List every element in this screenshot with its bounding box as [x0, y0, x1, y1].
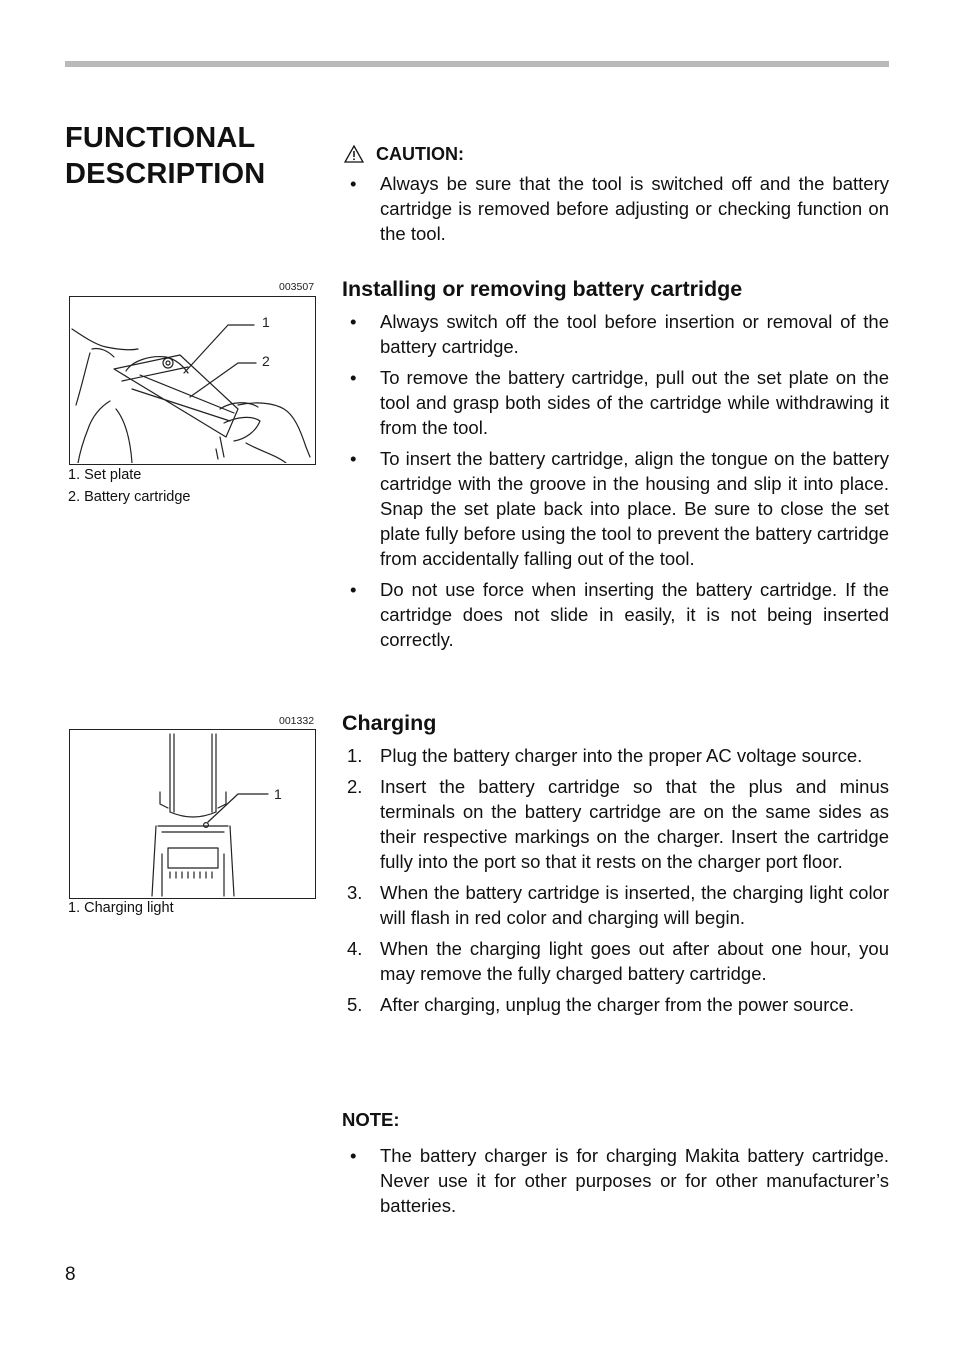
step-text: After charging, unplug the charger from the power source. [380, 994, 855, 1015]
list-item-text: Do not use force when inserting the battery cartridge. If the cartridge does not slide in easily, it is not being inserted correctly. [380, 579, 889, 650]
list-item [342, 309, 889, 359]
step-number: 1. [347, 745, 363, 766]
step-text: Plug the battery charger into the proper AC voltage source. [380, 745, 863, 766]
section-title-line: DESCRIPTION [65, 158, 266, 190]
step-number: 5. [347, 994, 363, 1015]
step-text: When the battery cartridge is inserted, the charging light color will flash in red color and charging will begin. [380, 882, 889, 928]
step-text: Insert the battery cartridge so that the plus and minus terminals on the battery cartridge are on the same sides as their respective markings on the charger. Insert the cartridge fully into the port so that it rests on the charger port floor. [380, 776, 889, 872]
list-item-text: The battery charger is for charging Makita battery cartridge. Never use it for other purposes or for other manufacturer’s batteries. [380, 1145, 889, 1216]
step-number: 3. [347, 882, 363, 903]
bullet: • [350, 448, 357, 469]
charging-heading: Charging [342, 711, 437, 735]
step-item [342, 743, 889, 768]
list-item-text: Always switch off the tool before insertion or removal of the battery cartridge. [380, 311, 889, 357]
figure-code: 001332 [279, 715, 315, 727]
warning-triangle-icon [344, 145, 364, 163]
bullet: • [350, 579, 357, 600]
figure-charger [69, 729, 316, 899]
step-item [342, 880, 889, 930]
caution-label: CAUTION: [376, 144, 464, 164]
charging-light-indicator [204, 823, 209, 828]
list-item [342, 365, 889, 440]
figure2-caption [68, 897, 174, 919]
callout-label: 1 [262, 314, 270, 330]
list-item-text: Always be sure that the tool is switched off and the battery cartridge is removed before adjusting or checking function on the tool. [380, 173, 889, 244]
installing-heading: Installing or removing battery cartridge [342, 277, 743, 301]
step-number: 2. [347, 776, 363, 797]
caution-list [342, 171, 889, 246]
step-item [342, 774, 889, 874]
section-title [65, 120, 325, 192]
charger-illustration [70, 730, 314, 897]
list-item [342, 446, 889, 571]
top-rule [65, 61, 889, 67]
caution-heading [344, 143, 464, 165]
step-text: When the charging light goes out after about one hour, you may remove the fully charged battery cartridge. [380, 938, 889, 984]
bullet: • [350, 173, 357, 194]
bullet: • [350, 311, 357, 332]
charging-steps [342, 743, 889, 1017]
caption-line: 1. Set plate [68, 467, 142, 483]
bullet: • [350, 367, 357, 388]
caption-line: 1. Charging light [68, 900, 174, 916]
list-item-text: To insert the battery cartridge, align the tongue on the battery cartridge with the groove in the housing and slip it into place. Snap the set plate back into place. Be sure to close the set plate fully before using the tool to prevent the battery cartridge from accidentally falling out of the tool. [380, 448, 889, 569]
callout-label: 2 [262, 353, 270, 369]
step-number: 4. [347, 938, 363, 959]
list-item [342, 1143, 889, 1218]
list-item-text: To remove the battery cartridge, pull out the set plate on the tool and grasp both sides of the cartridge while withdrawing it from the tool. [380, 367, 889, 438]
step-item [342, 936, 889, 986]
note-list [342, 1143, 889, 1218]
bullet: • [350, 1145, 357, 1166]
figure-code: 003507 [279, 281, 315, 293]
step-item [342, 992, 889, 1017]
installing-list [342, 309, 889, 652]
figure1-caption [68, 464, 191, 508]
list-item [342, 171, 889, 246]
figure-battery-install [69, 296, 316, 465]
page-number: 8 [65, 1264, 76, 1285]
battery-install-illustration [70, 297, 314, 463]
caption-line: 2. Battery cartridge [68, 489, 191, 505]
list-item [342, 577, 889, 652]
note-label: NOTE: [342, 1109, 400, 1130]
callout-label: 1 [274, 786, 282, 802]
section-title-line: FUNCTIONAL [65, 122, 256, 154]
